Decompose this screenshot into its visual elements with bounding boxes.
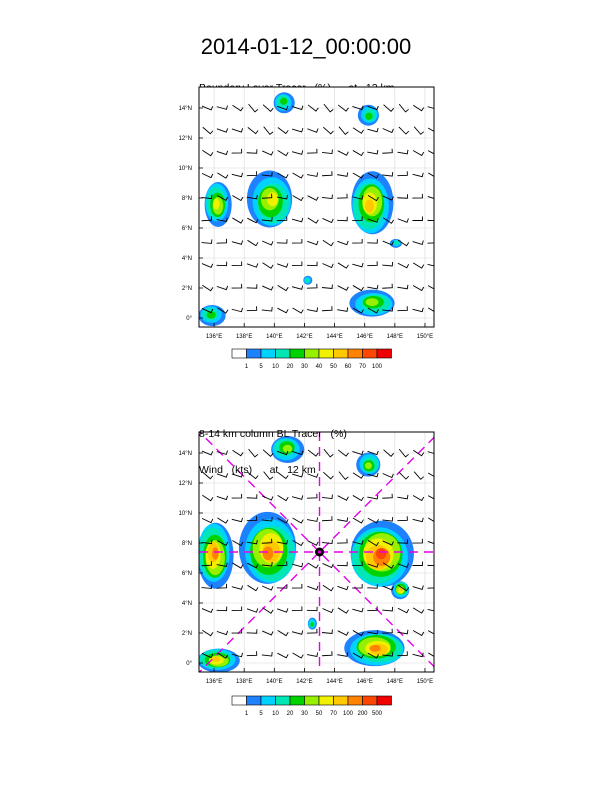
- panel1-tracer-contour: [365, 113, 372, 120]
- panel2-xtick-label: 140°E: [266, 679, 283, 685]
- panel1-colorbar-swatch: [348, 349, 363, 358]
- panel2-ytick-label: 10°N: [178, 511, 192, 517]
- panel1-xtick-label: 140°E: [266, 334, 283, 340]
- panel2-colorbar-swatch: [232, 696, 247, 705]
- panel2-title-line1: 8-14 km column BL Tracer (%): [199, 428, 347, 440]
- panel1-colorbar-label: 70: [359, 364, 366, 370]
- panel1-tracer-contour: [213, 199, 220, 210]
- panel1-ytick-label: 4°N: [181, 256, 192, 262]
- panel1-colorbar-label: 40: [315, 364, 323, 370]
- panel1-colorbar-label: 10: [272, 364, 279, 370]
- panel1-colorbar-swatch: [363, 349, 378, 358]
- panel2-colorbar-label: 70: [330, 711, 337, 717]
- panel2-colorbar-swatch: [261, 696, 276, 705]
- panel2-colorbar-label: 30: [301, 711, 308, 717]
- panel1-colorbar-swatch: [305, 349, 320, 358]
- panel2-xtick-label: 148°E: [386, 679, 404, 685]
- panel1-colorbar-label: 50: [330, 364, 337, 370]
- panel1-xtick-label: 136°E: [205, 334, 223, 340]
- panel2-colorbar-swatch: [276, 696, 291, 705]
- panel1-ytick-label: 10°N: [178, 166, 192, 172]
- panel1-tracer-contour: [267, 192, 278, 206]
- storm-center-dot: [318, 550, 321, 553]
- panel1-colorbar-label: 5: [259, 364, 263, 370]
- panel2-colorbar-swatch: [305, 696, 320, 705]
- panel2-ytick-label: 0°: [186, 661, 192, 667]
- panel1-xtick-label: 150°E: [416, 334, 434, 340]
- panel1-colorbar-label: 30: [301, 364, 308, 370]
- panel2-xtick-label: 150°E: [416, 679, 434, 685]
- panel1-colorbar-swatch: [334, 349, 349, 358]
- panel2-title-line2: Wind (kts) at 12 km: [199, 464, 316, 476]
- panel1-tracer-contour: [394, 241, 399, 245]
- panel1-colorbar-label: 1: [244, 364, 249, 370]
- panel1-tracer-contour: [366, 298, 379, 306]
- panel2-ytick-label: 4°N: [181, 601, 192, 607]
- panel2-colorbar-swatch: [348, 696, 363, 705]
- panel1-colorbar-swatch: [290, 349, 305, 358]
- panel1-ytick-label: 2°N: [181, 286, 192, 292]
- panel1-ytick-label: 12°N: [178, 136, 192, 142]
- panel1-plot-area: [199, 87, 434, 327]
- panel2-colorbar-label: 1: [244, 711, 249, 717]
- panel2-colorbar-label: 500: [371, 711, 383, 717]
- panel2-colorbar-label: 10: [272, 711, 279, 717]
- panel2-tracer-contour: [365, 462, 372, 469]
- panel1-colorbar-label: 60: [344, 364, 352, 370]
- panel2-xtick-label: 138°E: [235, 679, 253, 685]
- panel2-ytick-label: 12°N: [178, 481, 192, 487]
- panel2-colorbar-swatch: [290, 696, 305, 705]
- panel2-colorbar-label: 5: [259, 711, 263, 717]
- panel1-colorbar-label: 20: [286, 364, 294, 370]
- panel2-tracer-contour: [370, 645, 381, 652]
- panel1-colorbar-swatch: [377, 349, 392, 358]
- panel2-colorbar-label: 50: [315, 711, 323, 717]
- panel2-colorbar-label: 20: [286, 711, 294, 717]
- page-title: 2014-01-12_00:00:00: [200, 34, 412, 59]
- panel1-xtick-label: 148°E: [386, 334, 404, 340]
- panel1-tracer-contour: [280, 98, 287, 105]
- panel2-ytick-label: 6°N: [181, 571, 192, 577]
- panel1-colorbar-label: 100: [371, 364, 383, 370]
- panel1-xtick-label: 146°E: [356, 334, 373, 340]
- panel1-colorbar-swatch: [276, 349, 291, 358]
- panel2-colorbar-swatch: [247, 696, 262, 705]
- panel1-tracer-contour: [305, 279, 309, 283]
- panel2-colorbar-swatch: [363, 696, 378, 705]
- panel1-ytick-label: 0°: [186, 316, 192, 322]
- panel1-ytick-label: 14°N: [178, 106, 192, 112]
- panel2-colorbar-label: 100: [342, 711, 354, 717]
- panel2-colorbar-swatch: [377, 696, 392, 705]
- panel1-ytick-label: 6°N: [181, 226, 192, 232]
- panel1-xtick-label: 138°E: [235, 334, 253, 340]
- panel1-ytick-label: 8°N: [181, 196, 192, 202]
- panel1-colorbar-swatch: [261, 349, 276, 358]
- panel2-xtick-label: 144°E: [326, 679, 343, 685]
- panel2-xtick-label: 136°E: [205, 679, 223, 685]
- panel2-tracer-contour: [376, 548, 387, 559]
- panel2-title: [199, 404, 347, 488]
- panel2-tracer-contour: [212, 547, 219, 559]
- panel1-xtick-label: 144°E: [326, 334, 343, 340]
- panel2-tracer-contour: [211, 657, 220, 662]
- panel2-ytick-label: 14°N: [178, 451, 192, 457]
- panel2-ytick-label: 8°N: [181, 541, 192, 547]
- panel2-tracer-contour: [263, 547, 274, 560]
- panel2-xtick-label: 146°E: [356, 679, 373, 685]
- panel2-tracer-contour: [311, 622, 314, 626]
- panel2-colorbar-swatch: [334, 696, 349, 705]
- panel1-colorbar-swatch: [232, 349, 247, 358]
- panel1-tracer-contour: [365, 200, 374, 213]
- panel1-xtick-label: 142°E: [296, 334, 313, 340]
- panel2-ytick-label: 2°N: [181, 631, 192, 637]
- panel1-colorbar-swatch: [319, 349, 334, 358]
- panel2-xtick-label: 142°E: [296, 679, 313, 685]
- panel1-chart: [179, 87, 439, 370]
- panel1-colorbar-swatch: [247, 349, 262, 358]
- panel2-colorbar-swatch: [319, 696, 334, 705]
- panel2-colorbar-label: 200: [357, 711, 368, 717]
